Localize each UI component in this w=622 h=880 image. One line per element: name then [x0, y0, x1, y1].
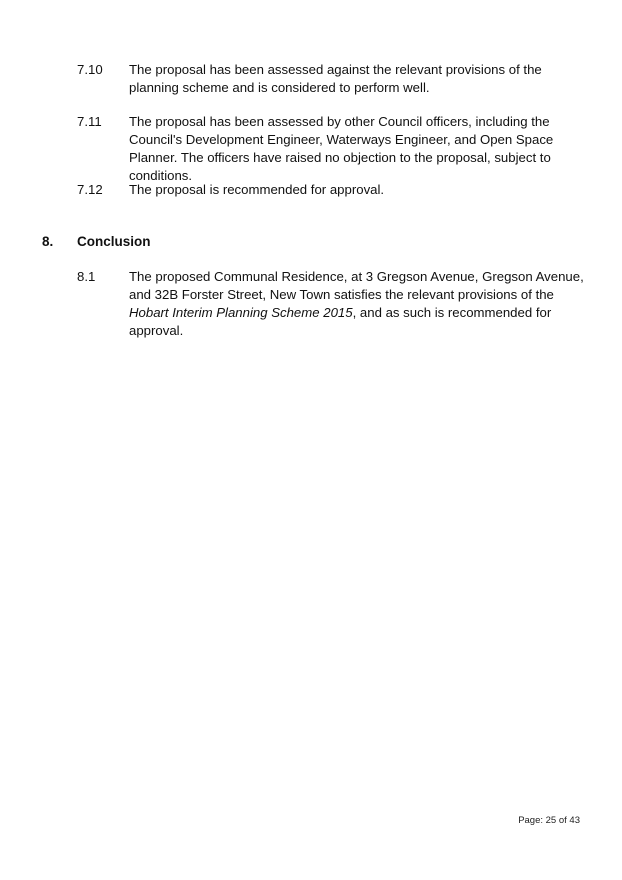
- paragraph-text: The proposal has been assessed against the relevant provisions of the planning scheme and is considered to perform well.: [129, 62, 542, 95]
- paragraph-7-11: [77, 113, 587, 185]
- paragraph-number: 8.1: [77, 269, 96, 284]
- paragraph-number: 7.12: [77, 182, 103, 197]
- paragraph-number: 7.10: [77, 62, 103, 77]
- page-number-footer: Page: 25 of 43: [518, 815, 580, 826]
- paragraph-7-10: [77, 61, 587, 97]
- paragraph-8-1: [77, 268, 587, 340]
- section-number: 8.: [42, 234, 54, 249]
- paragraph-text: [129, 268, 587, 340]
- paragraph-text-after: , and as such is recommended for approval.: [129, 305, 552, 338]
- paragraph-text-before: The proposed Communal Residence, at 3 Gregson Avenue, Gregson Avenue, and 32B Forster Street, New Town satisfies the relevant provisions of the: [129, 269, 584, 302]
- paragraph-number: 7.11: [77, 114, 102, 129]
- section-title: Conclusion: [77, 234, 151, 249]
- paragraph-7-12: [77, 181, 587, 199]
- paragraph-text: The proposal has been assessed by other Council officers, including the Council's Development Engineer, Waterways Engineer, and Open Space Planner. The officers have raised no objection to the proposal, subject to conditions.: [129, 114, 554, 183]
- section-heading-conclusion: [42, 233, 582, 251]
- paragraph-text: The proposal is recommended for approval.: [129, 182, 385, 197]
- scheme-title-italic: Hobart Interim Planning Scheme 2015: [129, 305, 353, 320]
